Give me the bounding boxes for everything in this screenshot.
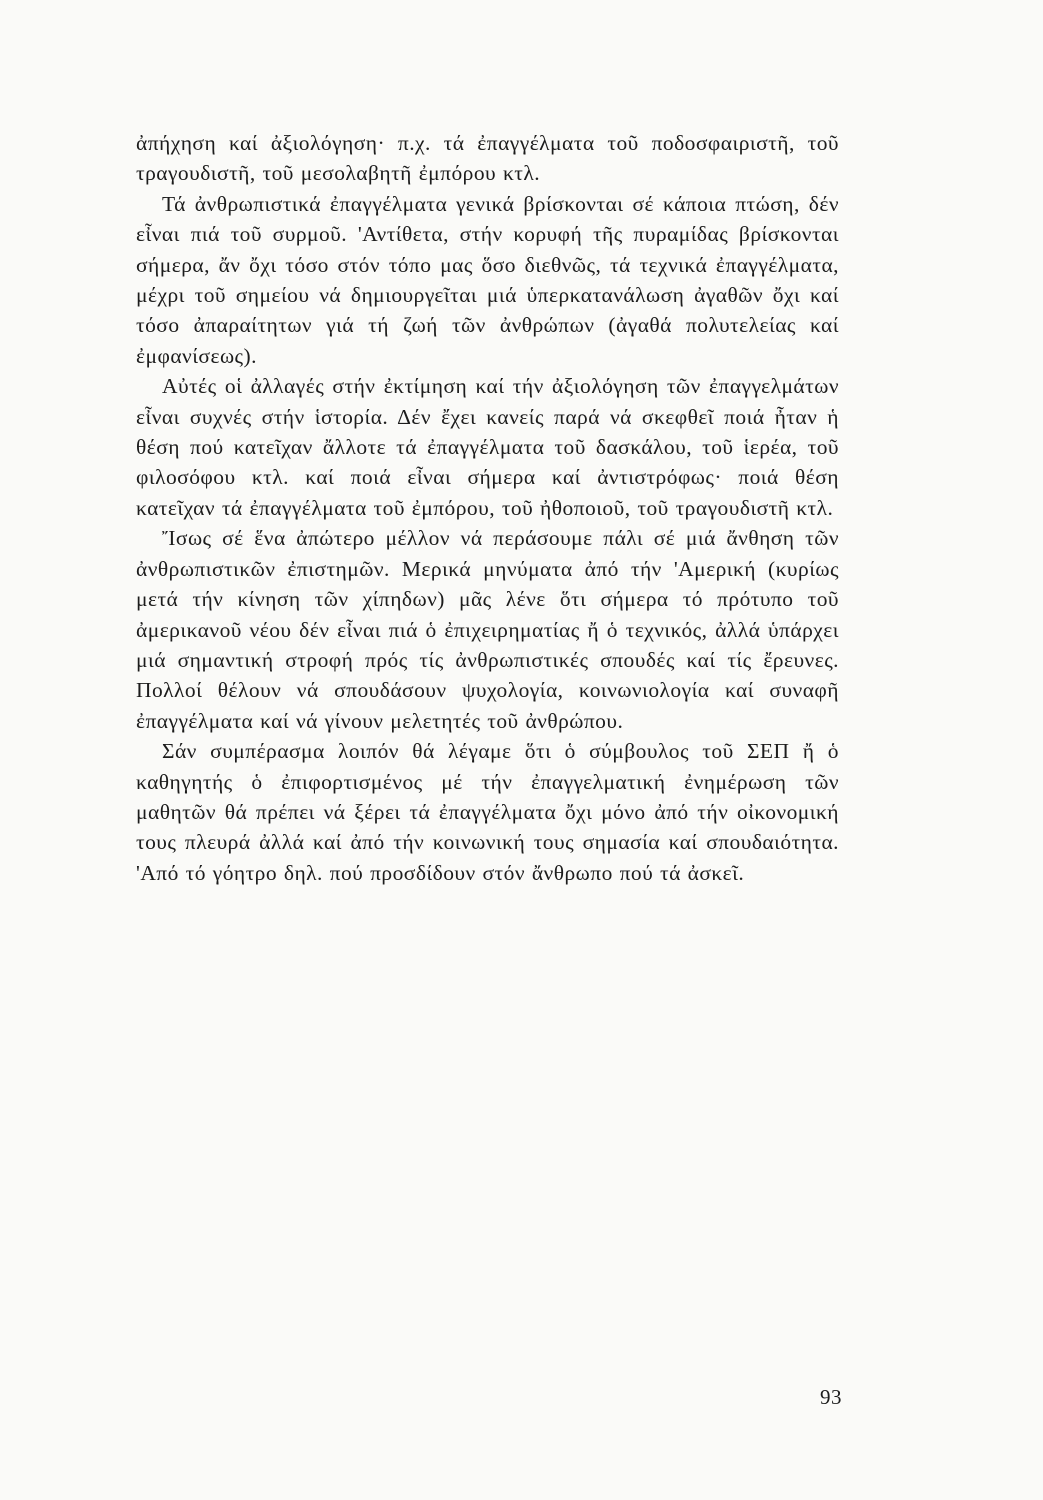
paragraph: Σάν συμπέρασμα λοιπόν θά λέγαμε ὅτι ὁ σύμβουλος τοῦ ΣΕΠ ἤ ὁ καθηγητής ὁ ἐπιφορτισμένος μέ τήν ἐπαγγελματική ἐνημέρωση τῶν μαθητῶν θά πρέπει νά ξέρει τά ἐπαγγέλματα ὄχι μόνο ἀπό τήν οἰκονομική τους πλευρά ἀλλά καί ἀπό τήν κοινωνική τους σημασία καί σπουδαιότητα. 'Από τό γόητρο δηλ. πού προσδίδουν στόν ἄνθρωπο πού τά ἀσκεῖ. xyxy=(136,739,839,885)
paragraph: Αὐτές οἱ ἀλλαγές στήν ἐκτίμηση καί τήν ἀξιολόγηση τῶν ἐπαγγελμάτων εἶναι συχνές στήν ἱστορία. Δέν ἔχει κανείς παρά νά σκεφθεῖ ποιά ἦταν ἡ θέση πού κατεῖχαν ἄλλοτε τά ἐπαγγέλματα τοῦ δασκάλου, τοῦ ἱερέα, τοῦ φιλοσόφου κτλ. καί ποιά εἶναι σήμερα καί ἀντιστρόφως· ποιά θέση κατεῖχαν τά ἐπαγγέλματα τοῦ ἐμπόρου, τοῦ ἠθοποιοῦ, τοῦ τραγουδιστῆ κτλ. xyxy=(136,374,839,520)
paragraph: ἀπήχηση καί ἀξιολόγηση· π.χ. τά ἐπαγγέλματα τοῦ ποδοσφαιριστῆ, τοῦ τραγουδιστῆ, τοῦ μεσολαβητῆ ἐμπόρου κτλ. xyxy=(136,131,839,186)
body-text xyxy=(136,128,839,888)
paragraph: Ἴσως σέ ἕνα ἀπώτερο μέλλον νά περάσουμε πάλι σέ μιά ἄνθηση τῶν ἀνθρωπιστικῶν ἐπιστημῶν. Μερικά μηνύματα ἀπό τήν 'Αμερική (κυρίως μετά τήν κίνηση τῶν χίπηδων) μᾶς λένε ὅτι σήμερα τό πρότυπο τοῦ ἀμερικανοῦ νέου δέν εἶναι πιά ὁ ἐπιχειρηματίας ἤ ὁ τεχνικός, ἀλλά ὑπάρχει μιά σημαντική στροφή πρός τίς ἀνθρωπιστικές σπουδές καί τίς ἔρευνες. Πολλοί θέλουν νά σπουδάσουν ψυχολογία, κοινωνιολογία καί συναφῆ ἐπαγγέλματα καί νά γίνουν μελετητές τοῦ ἀνθρώπου. xyxy=(136,526,839,733)
page-number: 93 xyxy=(820,1385,842,1409)
paragraph: Τά ἀνθρωπιστικά ἐπαγγέλματα γενικά βρίσκονται σέ κάποια πτώση, δέν εἶναι πιά τοῦ συρμοῦ. 'Αντίθετα, στήν κορυφή τῆς πυραμίδας βρίσκονται σήμερα, ἄν ὄχι τόσο στόν τόπο μας ὅσο διεθνῶς, τά τεχνικά ἐπαγγέλματα, μέχρι τοῦ σημείου νά δημιουργεῖται μιά ὑπερκατανάλωση ἀγαθῶν ὄχι καί τόσο ἀπαραίτητων γιά τή ζωή τῶν ἀνθρώπων (ἀγαθά πολυτελείας καί ἐμφανίσεως). xyxy=(136,191,839,368)
